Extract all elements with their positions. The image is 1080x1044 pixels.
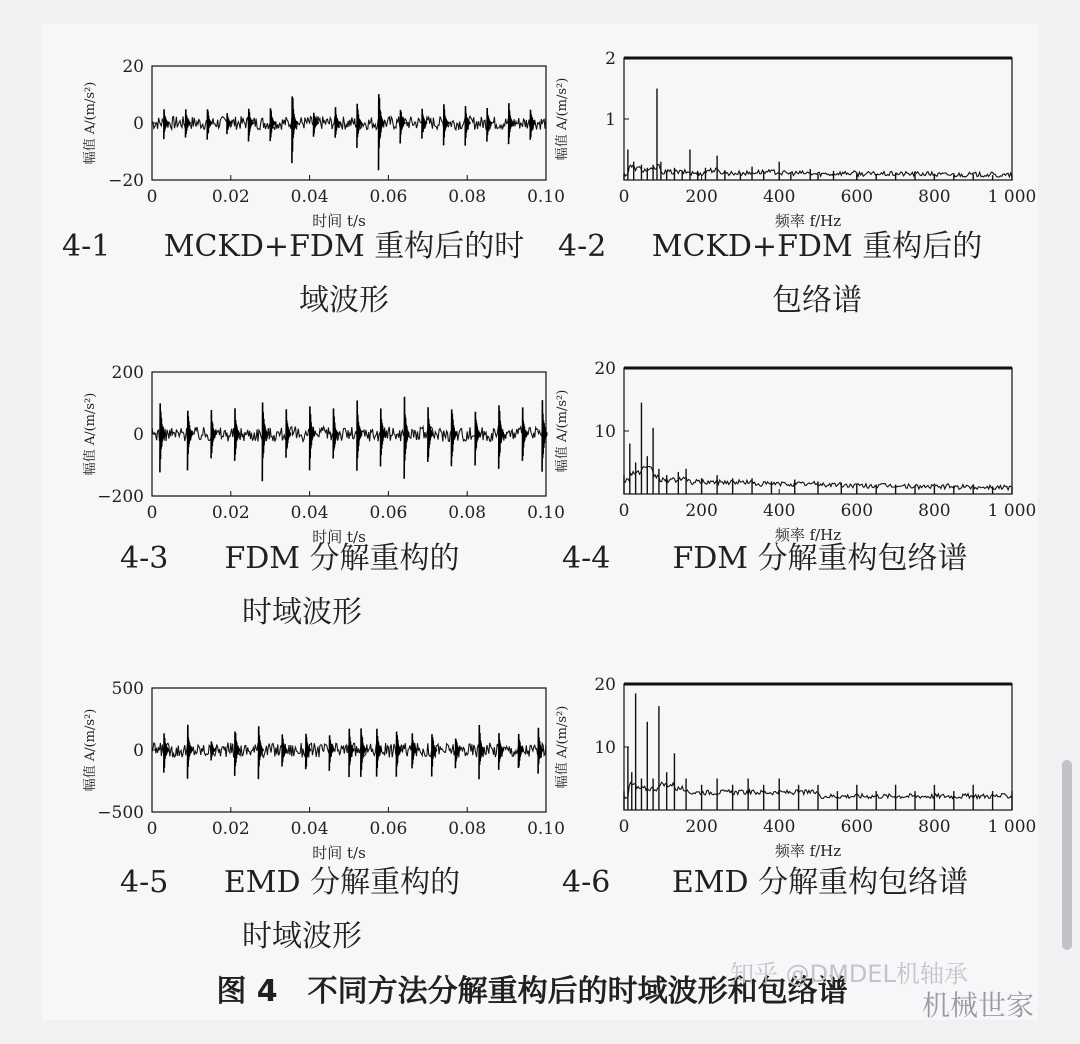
- caption-4-5-line2: 时域波形: [242, 919, 362, 954]
- y-tick-label: 1: [605, 110, 616, 130]
- waveform-impulse: [306, 734, 311, 770]
- x-tick-label: 0.10: [527, 503, 565, 523]
- x-tick-label: 0: [618, 817, 630, 837]
- chart-time-mckd-fdm: [62, 38, 565, 230]
- y-tick-label: 10: [594, 422, 616, 442]
- waveform-impulse: [329, 735, 334, 771]
- waveform-impulse: [530, 110, 535, 140]
- caption-4-6-line1: EMD 分解重构包络谱: [671, 865, 969, 900]
- x-tick-label: 800: [918, 187, 951, 207]
- caption-num-4-4: 4-4: [562, 541, 611, 576]
- x-axis-label: 时间 t/s: [312, 212, 366, 230]
- caption-num-4-6: 4-6: [562, 865, 611, 900]
- caption-4-2-line2: 包络谱: [772, 283, 862, 318]
- y-tick-label: 2: [605, 49, 616, 69]
- waveform-impulse: [499, 733, 504, 770]
- y-axis-label: 幅值 A/(m/s²): [83, 708, 98, 792]
- caption-num-4-3: 4-3: [120, 541, 169, 576]
- caption-4-2-line1: MCKD+FDM 重构后的: [651, 229, 983, 264]
- y-tick-label: 0: [133, 114, 144, 134]
- x-tick-label: 200: [685, 187, 718, 207]
- waveform-impulse: [381, 409, 386, 467]
- plot-frame: [624, 58, 1012, 180]
- waveform-impulse: [333, 408, 338, 458]
- x-tick-label: 800: [918, 817, 951, 837]
- y-tick-label: −200: [97, 487, 144, 507]
- waveform-impulse: [451, 409, 456, 466]
- x-tick-label: 0.08: [448, 819, 487, 839]
- chart-time-emd: [62, 660, 565, 862]
- plot-frame: [624, 368, 1012, 494]
- x-tick-label: 200: [685, 501, 718, 521]
- waveform-impulse: [335, 107, 340, 138]
- y-tick-label: 20: [122, 57, 144, 77]
- y-tick-label: 20: [594, 359, 616, 379]
- y-tick-label: 20: [594, 675, 616, 695]
- x-axis-label: 频率 f/Hz: [774, 526, 842, 544]
- x-tick-label: 0.06: [369, 187, 408, 207]
- x-tick-label: 800: [918, 501, 951, 521]
- x-tick-label: 0.02: [211, 187, 250, 207]
- caption-4-5-line1: EMD 分解重构的: [223, 865, 461, 900]
- x-tick-label: 400: [762, 187, 796, 207]
- x-tick-label: 0.04: [290, 819, 329, 839]
- x-axis-label: 时间 t/s: [312, 528, 366, 546]
- waveform-impulse: [522, 407, 527, 461]
- waveform-impulse: [465, 106, 470, 146]
- waveform-impulse: [379, 94, 384, 170]
- x-tick-label: 0.08: [448, 503, 487, 523]
- x-tick-label: 0.10: [527, 187, 565, 207]
- x-axis-label: 频率 f/Hz: [774, 842, 842, 860]
- figure-caption: 图 4 不同方法分解重构后的时域波形和包络谱: [216, 974, 848, 1009]
- x-tick-label: 400: [762, 501, 796, 521]
- waveform-impulse: [479, 725, 484, 779]
- waveform-impulse: [186, 109, 191, 137]
- x-tick-label: 200: [685, 817, 718, 837]
- x-tick-label: 0.02: [211, 819, 250, 839]
- caption-num-4-5: 4-5: [120, 865, 169, 900]
- watermark-text: 知乎 @DMDEL机轴承: [730, 960, 968, 988]
- waveform-impulse: [400, 110, 405, 144]
- waveform-impulse: [188, 725, 193, 779]
- waveform-impulse: [404, 397, 409, 479]
- waveform-impulse: [270, 108, 275, 141]
- x-tick-label: 0: [146, 187, 158, 207]
- waveform-impulse: [349, 729, 354, 777]
- caption-4-4-line1: FDM 分解重构包络谱: [672, 541, 968, 576]
- y-axis-label: 幅值 A/(m/s²): [83, 81, 98, 165]
- figure-panel: [42, 24, 1038, 1020]
- y-tick-label: 10: [594, 738, 616, 758]
- x-tick-label: 0.10: [527, 819, 565, 839]
- chart-envelope-mckd-fdm: [538, 30, 1037, 230]
- y-axis-label: 幅值 A/(m/s²): [555, 705, 570, 789]
- chart-envelope-fdm: [538, 340, 1037, 544]
- waveform-impulse: [310, 406, 315, 470]
- caption-num-4-2: 4-2: [558, 229, 607, 264]
- x-tick-label: 1 000: [987, 187, 1037, 207]
- waveform-impulse: [235, 408, 240, 461]
- x-tick-label: 0.04: [290, 187, 329, 207]
- x-tick-label: 600: [840, 187, 874, 207]
- x-tick-label: 0.08: [448, 187, 487, 207]
- caption-4-1-line1: MCKD+FDM 重构后的时: [163, 229, 525, 264]
- y-tick-label: 0: [133, 425, 144, 445]
- x-tick-label: 600: [840, 501, 874, 521]
- caption-num-4-1: 4-1: [62, 229, 111, 264]
- x-tick-label: 0: [618, 501, 630, 521]
- x-tick-label: 0: [618, 187, 630, 207]
- waveform-impulse: [211, 741, 216, 760]
- x-axis-label: 频率 f/Hz: [774, 212, 842, 230]
- y-axis-label: 幅值 A/(m/s²): [555, 389, 570, 473]
- y-tick-label: 0: [133, 741, 144, 761]
- waveform-impulse: [412, 733, 417, 768]
- y-tick-label: 200: [111, 363, 144, 383]
- waveform-impulse: [292, 96, 297, 163]
- waveform-impulse: [475, 412, 480, 466]
- waveform-impulse: [286, 409, 291, 458]
- waveform-impulse: [518, 734, 523, 768]
- waveform-impulse: [262, 403, 267, 482]
- waveform-impulse: [188, 411, 193, 471]
- brand-watermark: 机械世家: [922, 989, 1035, 1022]
- waveform-impulse: [361, 728, 366, 777]
- y-tick-label: −20: [108, 171, 144, 191]
- caption-4-1-line2: 域波形: [299, 283, 389, 318]
- x-tick-label: 1 000: [987, 817, 1037, 837]
- waveform-impulse: [211, 410, 216, 458]
- waveform-impulse: [499, 405, 504, 469]
- waveform-impulse: [357, 401, 362, 471]
- waveform-impulse: [207, 109, 212, 139]
- y-axis-label: 幅值 A/(m/s²): [555, 77, 570, 161]
- waveform-impulse: [422, 109, 427, 139]
- scrollbar[interactable]: [1062, 760, 1072, 950]
- x-axis-label: 时间 t/s: [312, 844, 366, 862]
- x-tick-label: 0.06: [369, 819, 408, 839]
- x-tick-label: 0.04: [290, 503, 329, 523]
- waveform-impulse: [164, 109, 169, 139]
- waveform-impulse: [509, 103, 514, 144]
- chart-time-fdm: [62, 344, 565, 546]
- waveform-impulse: [164, 733, 169, 772]
- waveform-impulse: [357, 104, 362, 148]
- y-tick-label: 500: [111, 679, 144, 699]
- x-tick-label: 0: [146, 503, 158, 523]
- x-tick-label: 400: [762, 817, 796, 837]
- x-tick-label: 600: [840, 817, 874, 837]
- x-tick-label: 1 000: [987, 501, 1037, 521]
- chart-envelope-emd: [538, 656, 1037, 860]
- waveform-impulse: [249, 109, 254, 142]
- waveform-impulse: [428, 407, 433, 462]
- x-tick-label: 0.02: [211, 503, 250, 523]
- y-tick-label: −500: [97, 803, 144, 823]
- x-tick-label: 0: [146, 819, 158, 839]
- waveform-impulse: [227, 113, 232, 134]
- y-axis-label: 幅值 A/(m/s²): [83, 392, 98, 476]
- waveform-impulse: [396, 732, 401, 777]
- caption-4-3-line1: FDM 分解重构的: [224, 541, 460, 576]
- caption-4-3-line2: 时域波形: [242, 595, 362, 630]
- x-tick-label: 0.06: [369, 503, 408, 523]
- waveform-impulse: [282, 734, 287, 766]
